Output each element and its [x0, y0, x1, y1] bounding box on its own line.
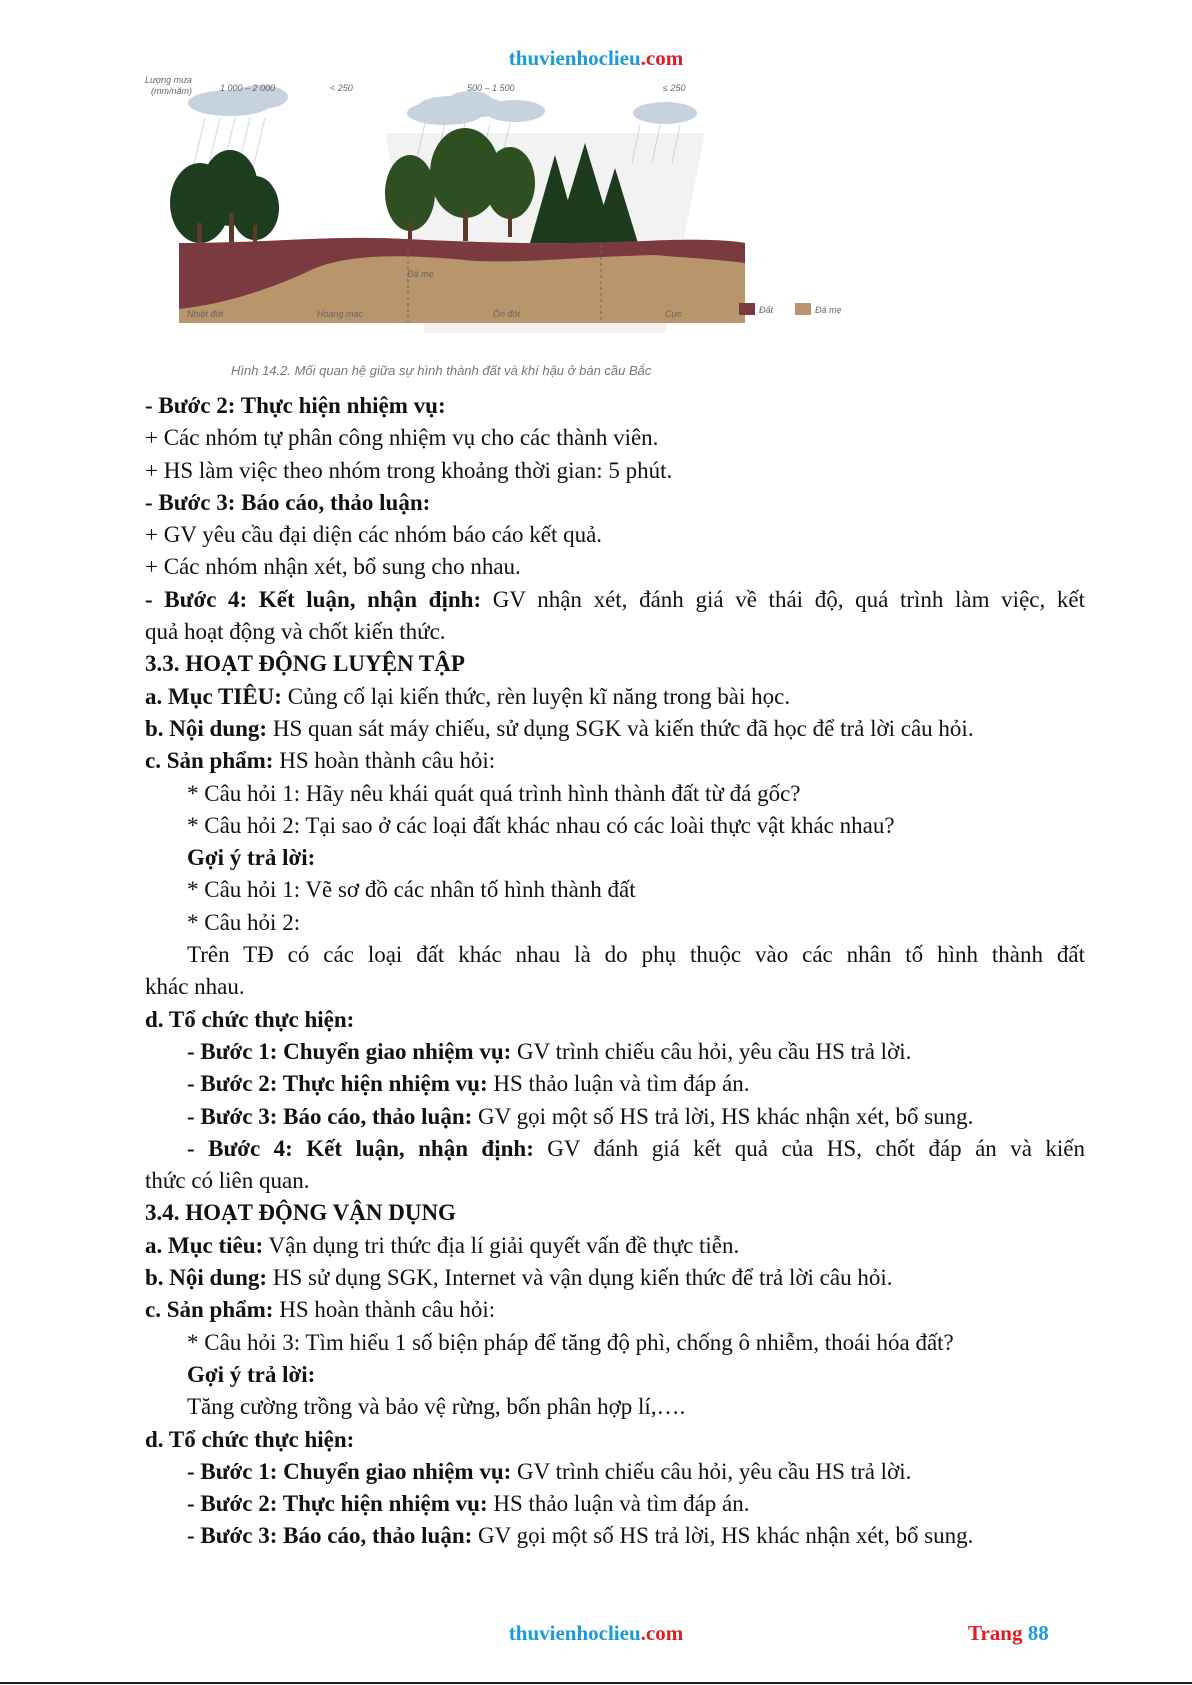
page-number: Trang 88 [968, 1621, 1049, 1645]
step-heading: - Bước 2: Thực hiện nhiệm vụ: [145, 393, 446, 418]
section-heading: 3.3. HOẠT ĐỘNG LUYỆN TẬP [145, 651, 465, 677]
question: * Câu hỏi 1: Hãy nêu khái quát quá trình hình thành đất từ đá gốc? [187, 780, 801, 806]
step-line: - Bước 4: Kết luận, nhận định: GV đánh giá kết quả của HS, chốt đáp án và kiến [187, 1135, 1086, 1161]
zone-polar: Cực [665, 309, 682, 319]
paragraph: quả hoạt động và chốt kiến thức. [145, 619, 446, 645]
answer: khác nhau. [145, 974, 245, 1000]
paragraph: + HS làm việc theo nhóm trong khoảng thời gian: 5 phút. [145, 457, 673, 483]
answer: Trên TĐ có các loại đất khác nhau là do phụ thuộc vào các nhân tố hình thành đất [187, 942, 1085, 968]
header-site-name: thuvienhoclieu.com [508, 46, 684, 70]
step-line: - Bước 2: Thực hiện nhiệm vụ: HS thảo luận và tìm đáp án. [187, 1491, 750, 1517]
paragraph: b. Nội dung: HS quan sát máy chiếu, sử dụng SGK và kiến thức đã học để trả lời câu hỏi. [145, 715, 974, 741]
paragraph: + Các nhóm tự phân công nhiệm vụ cho các thành viên. [145, 425, 659, 451]
paragraph: + Các nhóm nhận xét, bổ sung cho nhau. [145, 554, 521, 580]
rain-value-tropical: 1 000 – 2 000 [220, 83, 276, 93]
step-line: - Bước 3: Báo cáo, thảo luận: GV gọi một số HS trả lời, HS khác nhận xét, bổ sung. [187, 1523, 974, 1549]
paragraph: + GV yêu cầu đại diện các nhóm báo cáo kết quả. [145, 522, 603, 548]
answer-hint-heading: Gợi ý trả lời: [187, 845, 316, 871]
document-body [145, 390, 1085, 1553]
figure-caption: Hình 14.2. Mối quan hệ giữa sự hình thành đất và khí hậu ở bán cầu Bắc [231, 363, 652, 378]
answer-hint-heading: Gợi ý trả lời: [187, 1361, 316, 1387]
rain-value-desert: < 250 [330, 83, 353, 93]
step-heading: d. Tổ chức thực hiện: [145, 1426, 355, 1452]
paragraph: a. Mục tiêu: Vận dụng tri thức địa lí giải quyết vấn đề thực tiễn. [145, 1232, 740, 1258]
step-heading: - Bước 3: Báo cáo, thảo luận: [145, 489, 431, 515]
footer-site-name: thuvienhoclieu.com [508, 1621, 684, 1645]
bottom-rule [0, 1682, 1192, 1684]
paragraph: - Bước 4: Kết luận, nhận định: GV nhận xét, đánh giá về thái độ, quá trình làm việc, kết [145, 586, 1085, 612]
answer: * Câu hỏi 2: [187, 909, 301, 935]
answer: Tăng cường trồng và bảo vệ rừng, bốn phân hợp lí,…. [187, 1394, 686, 1420]
paragraph: c. Sản phẩm: HS hoàn thành câu hỏi: [145, 748, 496, 774]
answer: * Câu hỏi 1: Vẽ sơ đồ các nhân tố hình thành đất [187, 877, 636, 903]
paragraph: c. Sản phẩm: HS hoàn thành câu hỏi: [145, 1297, 496, 1323]
section-heading: 3.4. HOẠT ĐỘNG VẬN DỤNG [145, 1200, 456, 1226]
rain-value-polar: ≤ 250 [663, 83, 686, 93]
paragraph: a. Mục TIÊU: Củng cố lại kiến thức, rèn luyện kĩ năng trong bài học. [145, 683, 791, 709]
rain-axis-label: Lượng mưa [145, 75, 192, 85]
rain-axis-unit: (mm/năm) [151, 86, 192, 96]
question: * Câu hỏi 3: Tìm hiểu 1 số biện pháp để tăng độ phì, chống ô nhiễm, thoái hóa đất? [187, 1329, 954, 1355]
paragraph: b. Nội dung: HS sử dụng SGK, Internet và vận dụng kiến thức để trả lời câu hỏi. [145, 1265, 893, 1291]
step-line: - Bước 1: Chuyển giao nhiệm vụ: GV trình chiếu câu hỏi, yêu cầu HS trả lời. [187, 1458, 912, 1484]
zone-temperate: Ôn đới [493, 309, 520, 319]
zone-tropical: Nhiệt đới [187, 309, 223, 319]
legend-rock: Đá mẹ [815, 305, 842, 315]
step-line: - Bước 3: Báo cáo, thảo luận: GV gọi một số HS trả lời, HS khác nhận xét, bổ sung. [187, 1103, 974, 1129]
legend-soil: Đất [759, 305, 774, 315]
rain-value-temperate: 500 – 1 500 [467, 83, 515, 93]
question: * Câu hỏi 2: Tại sao ở các loại đất khác nhau có các loài thực vật khác nhau? [187, 812, 895, 838]
soil-climate-illustration [145, 73, 925, 385]
zone-desert: Hoang mạc [317, 309, 364, 319]
rock-label: Đá mẹ [407, 269, 434, 279]
step-line: - Bước 1: Chuyển giao nhiệm vụ: GV trình chiếu câu hỏi, yêu cầu HS trả lời. [187, 1038, 912, 1064]
soil-climate-figure [145, 73, 925, 385]
step-line: - Bước 2: Thực hiện nhiệm vụ: HS thảo luận và tìm đáp án. [187, 1071, 750, 1097]
step-line: thức có liên quan. [145, 1168, 310, 1194]
step-heading: d. Tổ chức thực hiện: [145, 1006, 355, 1032]
